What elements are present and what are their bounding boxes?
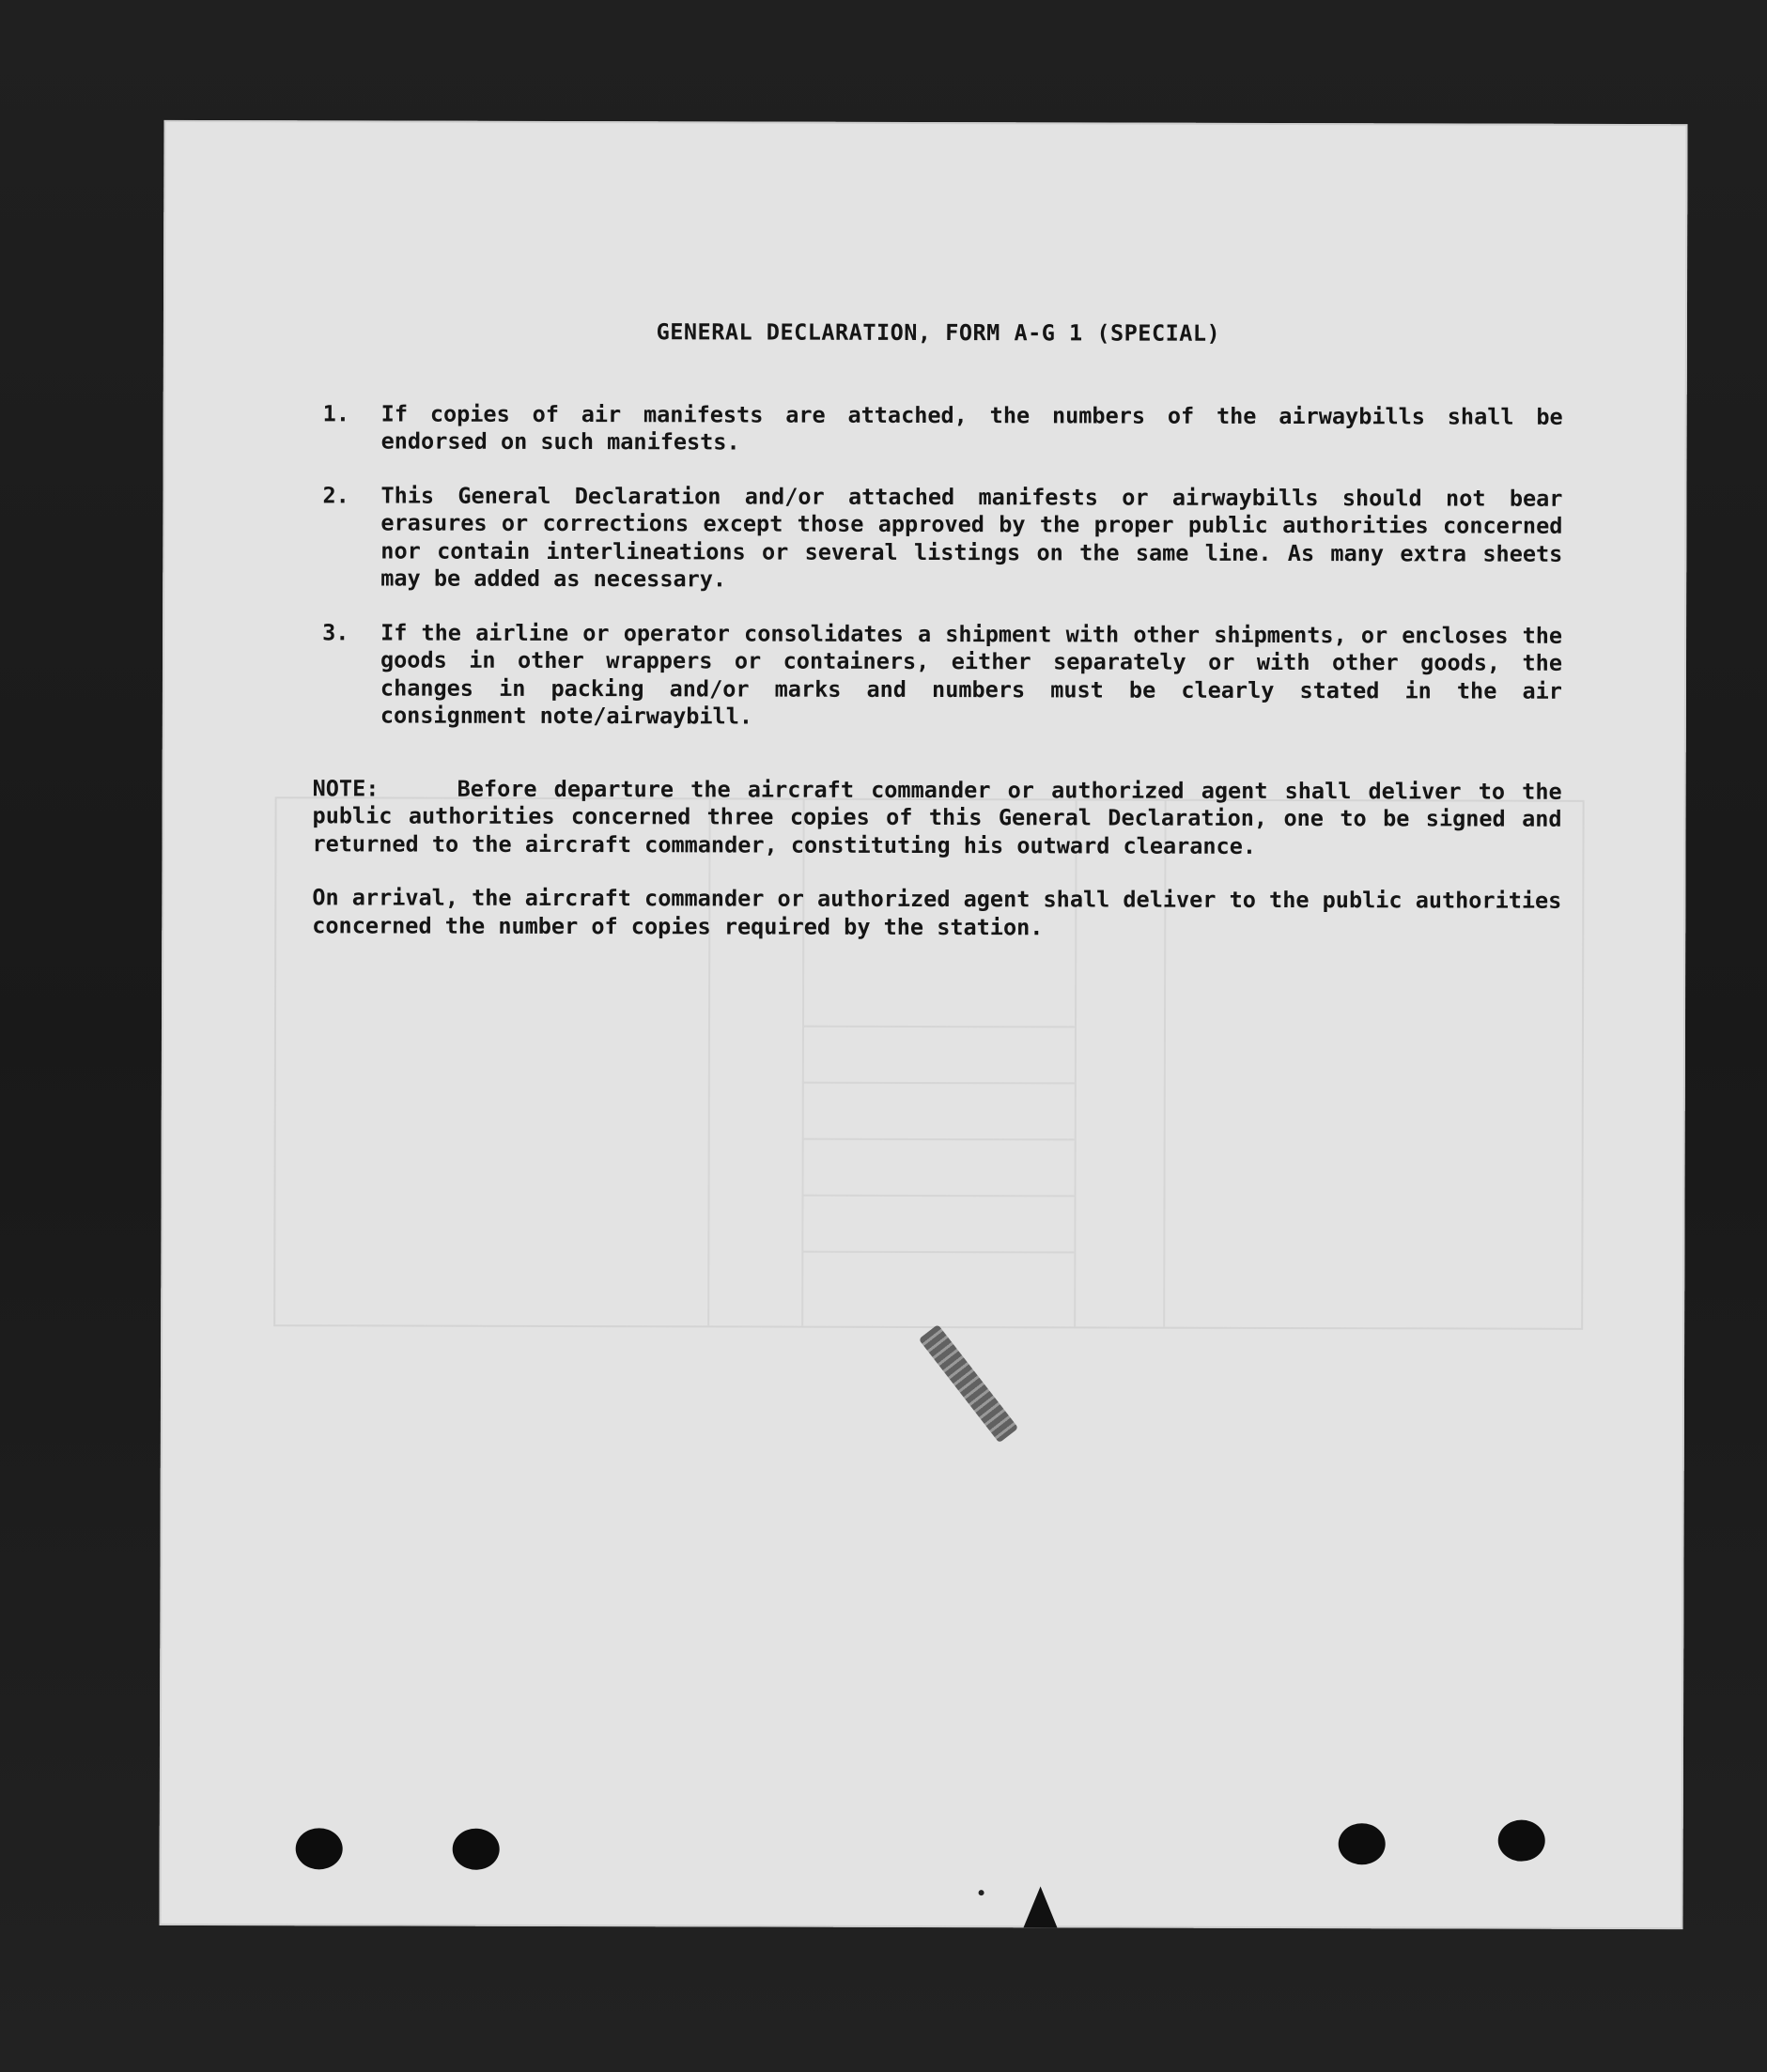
item-number: 2. <box>322 481 349 508</box>
punch-hole <box>1498 1820 1545 1862</box>
numbered-item <box>313 619 1562 733</box>
punch-hole <box>296 1828 343 1869</box>
ink-stamp-mark <box>919 1324 1018 1444</box>
ghost-row-line <box>802 1138 1075 1141</box>
item-text: If the airline or operator consolidates a shipment with other shipments, or encloses the goods in other wrappers or containers, either separately or with other goods, the changes in packing and/or marks and numbers must be clearly stated in the air consignment note/airwaybill. <box>380 618 1563 730</box>
ghost-row-line <box>802 1026 1075 1028</box>
numbered-item <box>313 482 1562 595</box>
ghost-row-line <box>801 1251 1074 1254</box>
punch-hole <box>453 1829 500 1870</box>
note-label: NOTE: <box>312 774 380 801</box>
document-page <box>159 120 1687 1929</box>
item-number: 1. <box>322 399 350 426</box>
ghost-row-line <box>802 1082 1075 1085</box>
paper-tear-mark <box>1023 1886 1057 1927</box>
note-paragraph <box>312 775 1561 861</box>
document-title: GENERAL DECLARATION, FORM A-G 1 (SPECIAL) <box>656 318 1221 347</box>
punch-hole <box>1339 1823 1386 1864</box>
arrival-paragraph: On arrival, the aircraft commander or authorized agent shall deliver to the public authorities concerned the number of copies required by the station. <box>312 884 1562 940</box>
item-text: This General Declaration and/or attached manifests or airwaybills should not bear erasures or corrections except those approved by the proper public authorities concerned nor contain interlineations or several listings on the same line. As many extra sheets may be added as necessary. <box>380 481 1563 593</box>
numbered-item <box>314 400 1563 458</box>
ghost-row-line <box>802 1195 1075 1198</box>
item-text: If copies of air manifests are attached, the numbers of the airwaybills shall be endorsed on such manifests. <box>380 399 1563 456</box>
note-text: Before departure the aircraft commander or authorized agent shall deliver to the public authorities concerned three copies of this General Declaration, one to be signed and returned to the aircraft commander, constituting his outward clearance. <box>312 775 1562 859</box>
ink-speck <box>979 1890 984 1895</box>
item-number: 3. <box>322 618 349 645</box>
document-body <box>312 317 1563 942</box>
